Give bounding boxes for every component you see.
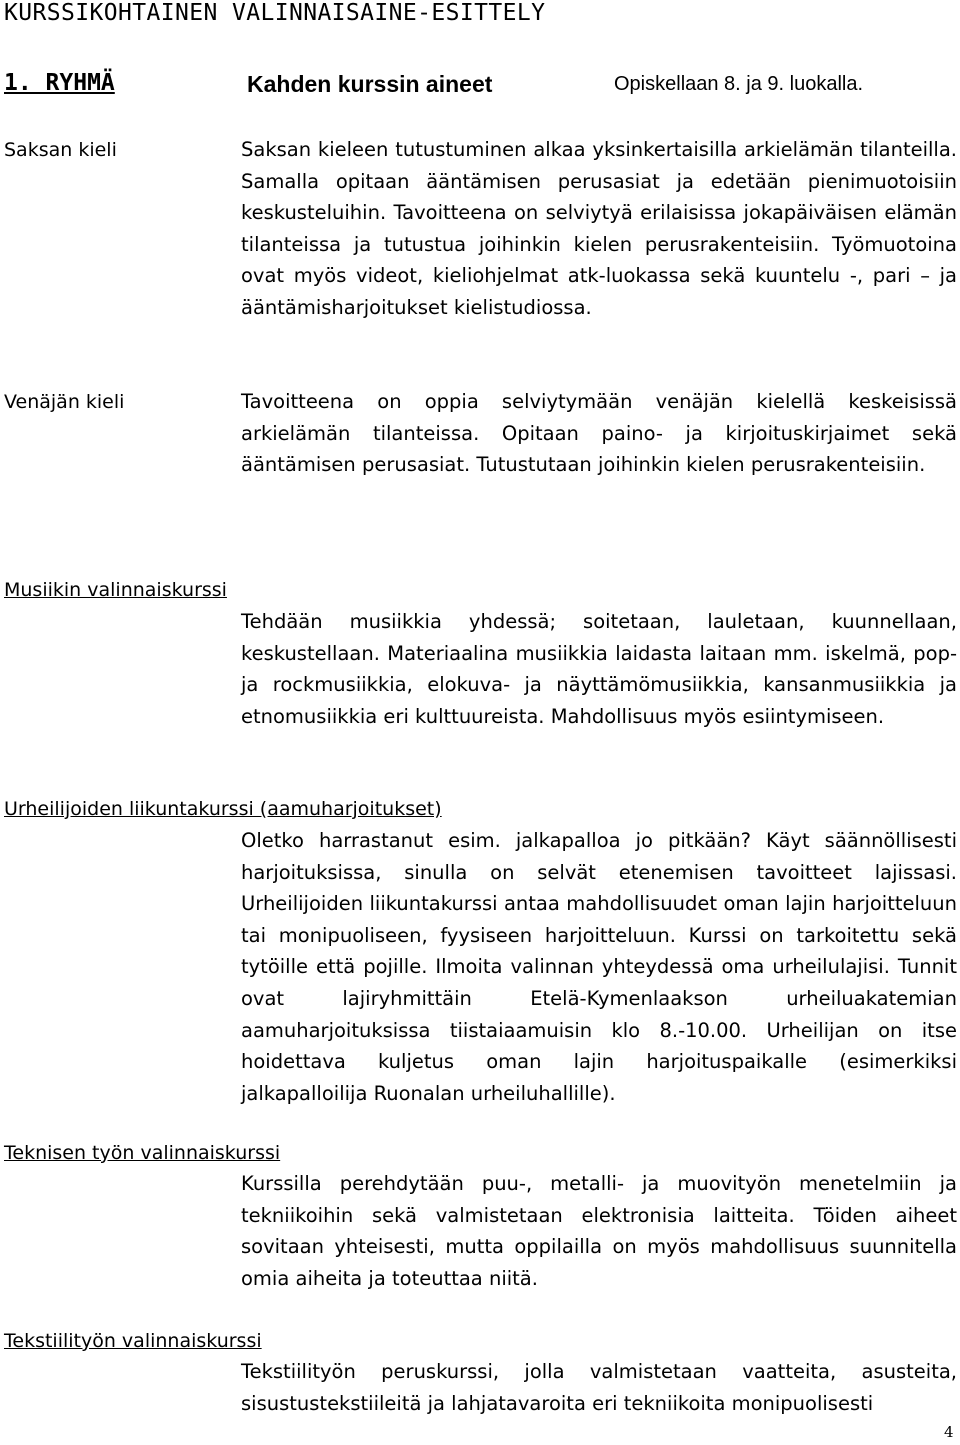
section-text-tekninen: Kurssilla perehdytään puu-, metalli- ja muovityön menetelmiin ja tekniikoihin sekä valmistetaan elektronisia laitteita. Töiden aiheet sovitaan yhteisesti, mutta oppilailla on myös mahdollisuus suunnitella omia aiheita ja toteuttaa niitä. (241, 1172, 957, 1290)
section-label-urheilu: Urheilijoiden liikuntakurssi (aamuharjoitukset) (4, 798, 442, 820)
page-number: 4 (944, 1423, 954, 1441)
group-label: 1. RYHMÄ (4, 70, 115, 96)
section-label-tekstiili: Tekstiilityön valinnaiskurssi (4, 1330, 262, 1352)
document-title: KURSSIKOHTAINEN VALINNAISAINE-ESITTELY (4, 0, 546, 26)
group-subject: Kahden kurssin aineet (247, 71, 493, 97)
section-label-saksa: Saksan kieli (4, 139, 117, 161)
section-text-musiikki: Tehdään musiikkia yhdessä; soitetaan, lauletaan, kuunnellaan, keskustellaan. Materiaalina musiikkia laidasta laitaan mm. iskelmä, pop- ja rockmusiikkia, elokuva- ja näyttämömusiikkia, kansanmusiikkia ja etnomusiikkia eri kulttuureista. Mahdollisuus myös esiintymiseen. (241, 610, 957, 728)
section-label-tekninen: Teknisen työn valinnaiskurssi (4, 1142, 281, 1164)
section-text-urheilu: Oletko harrastanut esim. jalkapalloa jo pitkään? Käyt säännöllisesti harjoituksissa, sinulla on selvät etenemisen tavoitteet lajissasi. Urheilijoiden liikuntakurssi antaa mahdollisuudet oman lajin harjoitteluun tai monipuoliseen, fyysiseen harjoitteluun. Kurssi on tarkoitettu sekä tytöille että pojille. Ilmoita valinnan yhteydessä oma urheilulajisi. Tunnit ovat lajiryhmittäin Etelä-Kymenlaakson urheiluakatemian aamuharjoituksissa tiistaiaamuisin klo 8.-10.00. Urheilijan on itse hoidettava kuljetus oman lajin harjoituspaikalle (esimerkiksi jalkapalloilija Ruonalan urheiluhallille). (241, 829, 957, 1105)
section-label-musiikki: Musiikin valinnaiskurssi (4, 579, 227, 601)
section-text-saksa: Saksan kieleen tutustuminen alkaa yksinkertaisilla arkielämän tilanteilla. Samalla opitaan ääntämisen perusasiat ja edetään pienimuotoisiin keskusteluihin. Tavoitteena on selviytyä erilaisissa jokapäiväisen elämän tilanteissa ja tutustua joihinkin kielen perusrakenteisiin. Työmuotoina ovat myös videot, kieliohjelmat atk-luokassa sekä kuuntelu -, pari – ja ääntämisharjoitukset kielistudiossa. (241, 138, 957, 319)
group-note: Opiskellaan 8. ja 9. luokalla. (614, 73, 864, 95)
section-text-venaja: Tavoitteena on oppia selviytymään venäjän kielellä keskeisissä arkielämän tilanteissa. Opitaan paino- ja kirjoituskirjaimet sekä ääntämisen perusasiat. Tutustutaan joihinkin kielen perusrakenteisiin. (241, 390, 957, 477)
section-label-venaja: Venäjän kieli (4, 391, 125, 413)
section-text-tekstiili: Tekstiilityön peruskurssi, jolla valmistetaan vaatteita, asusteita, sisustustekstiileitä ja lahjatavaroita eri tekniikoita monipuolisesti (241, 1360, 957, 1415)
